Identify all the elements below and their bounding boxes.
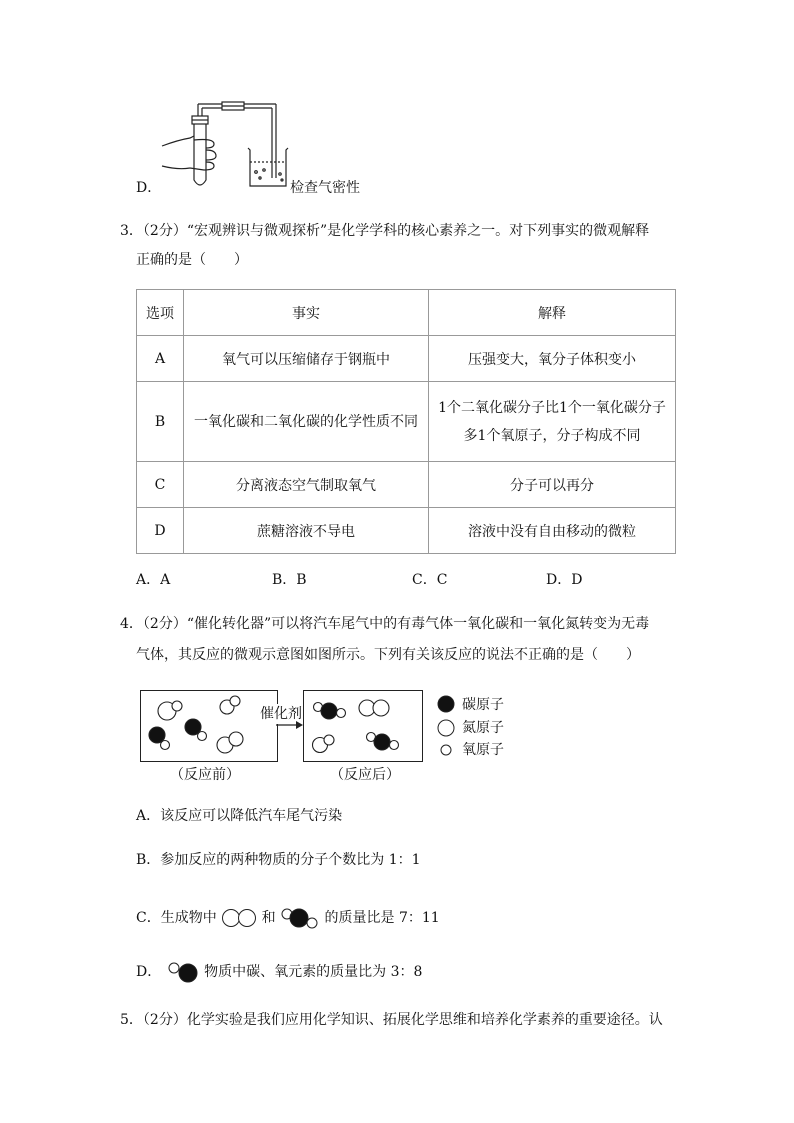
carbon-atom-icon (438, 696, 454, 712)
q4-option-c (136, 906, 440, 926)
legend-nitrogen: 氮原子 (462, 720, 504, 736)
q4-option-a: A．该反应可以降低汽车尾气污染 (136, 808, 343, 824)
table-row (137, 336, 676, 382)
q5-stem-line1: 5．（2分）化学实验是我们应用化学知识、拓展化学思维和培养化学素养的重要途径。认 (120, 1012, 663, 1028)
oxygen-atom-icon (441, 745, 451, 755)
row-option: C (137, 462, 184, 508)
row-fact: 蔗糖溶液不导电 (184, 508, 429, 554)
row-fact: 一氧化碳和二氧化碳的化学性质不同 (184, 382, 429, 462)
row-fact: 氧气可以压缩储存于钢瓶中 (184, 336, 429, 382)
header-fact: 事实 (184, 290, 429, 336)
q4-option-c-mid: 和 (261, 910, 276, 926)
after-caption: （反应后） (330, 767, 400, 783)
q3-option-d: D．D (546, 572, 583, 588)
legend-oxygen: 氧原子 (462, 742, 504, 758)
legend-carbon: 碳原子 (462, 697, 504, 713)
q4-option-d-prefix: D． (136, 964, 162, 980)
q3-option-a: A．A (136, 572, 171, 588)
reaction-arrow-icon (276, 720, 304, 730)
table-row (137, 462, 676, 508)
after-reaction-box (303, 690, 423, 762)
row-explanation-line2: 多1个氧原子，分子构成不同 (463, 427, 641, 444)
q3-options (0, 570, 794, 590)
legend-icons (436, 694, 456, 758)
header-option: 选项 (137, 290, 184, 336)
q4-option-c-prefix: C．生成物中 (136, 910, 217, 926)
row-explanation: 分子可以再分 (429, 462, 676, 508)
airtightness-apparatus-figure (160, 100, 290, 195)
before-molecules (141, 691, 277, 761)
table-row (137, 508, 676, 554)
row-explanation-line1: 1个二氧化碳分子比1个一氧化碳分子 (438, 399, 666, 416)
table-row (137, 382, 676, 462)
row-explanation: 溶液中没有自由移动的微粒 (429, 508, 676, 554)
carbon-dioxide-molecule-icon (280, 906, 320, 930)
q2-option-d-text: 检查气密性 (290, 180, 360, 196)
row-fact: 分离液态空气制取氧气 (184, 462, 429, 508)
nitrogen-molecule-icon (221, 907, 257, 929)
q3-fact-table (136, 289, 676, 554)
carbon-monoxide-molecule-icon (166, 960, 200, 984)
q4-option-c-suffix: 的质量比是 7：11 (324, 910, 440, 926)
catalyst-label: 催化剂 (256, 704, 306, 724)
after-molecules (304, 691, 422, 761)
row-option: B (137, 382, 184, 462)
q3-stem-line2: 正确的是（ ） (136, 252, 248, 268)
q3-stem-line1: 3．（2分）“宏观辨识与微观探析”是化学学科的核心素养之一。对下列事实的微观解释 (120, 223, 650, 239)
q3-option-c: C．C (412, 572, 448, 588)
row-explanation: 压强变大，氧分子体积变小 (429, 336, 676, 382)
nitrogen-atom-icon (438, 720, 454, 736)
row-explanation (429, 382, 676, 462)
before-caption: （反应前） (170, 767, 240, 783)
before-reaction-box (140, 690, 278, 762)
q4-stem-line1: 4．（2分）“催化转化器”可以将汽车尾气中的有毒气体一氧化碳和一氧化氮转变为无毒 (120, 616, 650, 632)
q4-stem-line2: 气体，其反应的微观示意图如图所示。下列有关该反应的说法不正确的是（ ） (136, 647, 640, 663)
q3-option-b: B．B (272, 572, 307, 588)
q4-option-b: B．参加反应的两种物质的分子个数比为 1：1 (136, 852, 421, 868)
header-explanation: 解释 (429, 290, 676, 336)
q2-option-d-label: D． (136, 180, 162, 196)
q4-option-d-suffix: 物质中碳、氧元素的质量比为 3：8 (204, 964, 423, 980)
table-header-row (137, 290, 676, 336)
row-option: D (137, 508, 184, 554)
q4-option-d (136, 960, 422, 980)
row-option: A (137, 336, 184, 382)
